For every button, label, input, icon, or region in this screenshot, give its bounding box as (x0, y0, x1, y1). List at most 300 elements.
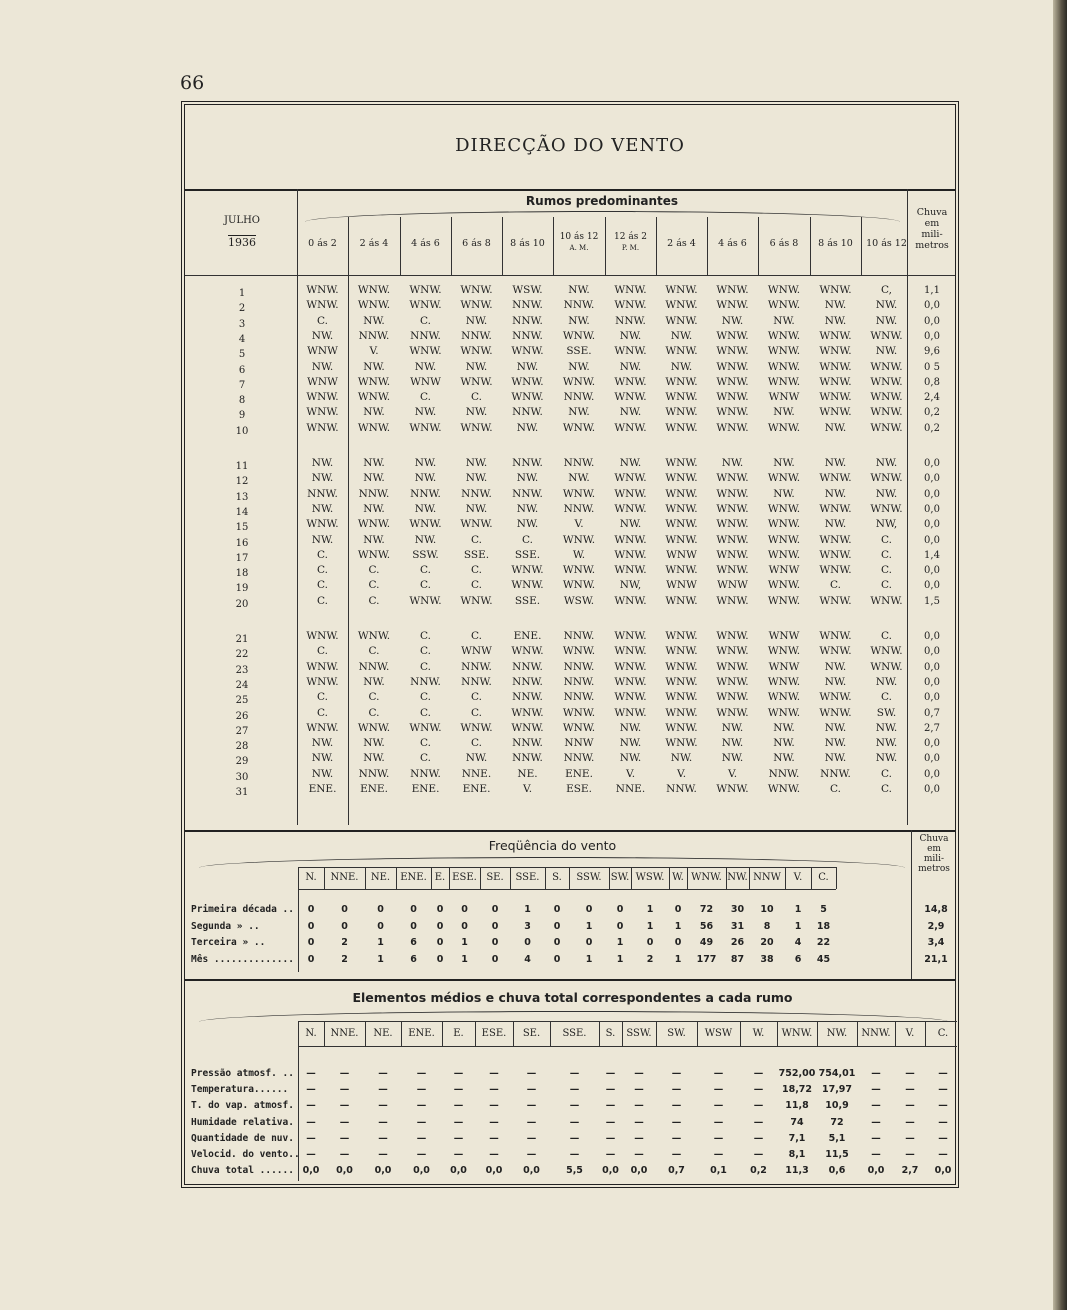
direction-cell: WNW. (716, 345, 749, 358)
direction-cell: NNW. (461, 675, 492, 688)
direction-cell: WNW. (511, 579, 544, 592)
direction-cell: NW. (721, 314, 744, 327)
direction-cell: NW. (414, 360, 437, 373)
elem-cell: — (671, 1116, 682, 1128)
direction-cell: NW. (670, 360, 693, 373)
elem-cell: — (306, 1068, 316, 1079)
elem-cell: — (871, 1116, 881, 1128)
direction-cell: WNW. (665, 645, 698, 658)
direction-cell: NNW. (768, 767, 800, 780)
direction-cell: WNW. (767, 548, 801, 561)
elem-header-top-rule (298, 1021, 957, 1022)
direction-cell: WNW. (767, 345, 801, 358)
direction-cell: NNW. (563, 457, 595, 469)
direction-cell: WNW. (409, 299, 442, 312)
direction-cell: C. (471, 579, 482, 592)
direction-cell: WNW. (614, 487, 647, 500)
rain-value: 0,0 (924, 631, 940, 642)
day-number: 29 (235, 756, 249, 768)
day-number: 24 (235, 679, 249, 691)
direction-cell: NW. (619, 360, 642, 373)
direction-cell: WNW. (665, 675, 698, 688)
direction-cell: C. (420, 706, 431, 719)
direction-cell: WNW. (870, 660, 903, 673)
direction-cell: NW. (875, 737, 898, 750)
direction-cell: NW. (721, 752, 744, 765)
direction-cell: NW. (568, 314, 590, 327)
freq-cell: 0 (377, 920, 384, 932)
direction-cell: NW. (311, 752, 334, 765)
direction-cell: NNW. (410, 487, 441, 500)
direction-cell: NW. (363, 472, 385, 485)
freq-column-header: WSW. (635, 872, 665, 883)
direction-cell: WNW. (767, 645, 801, 658)
direction-cell: NW. (465, 406, 488, 419)
freq-column-header: S. (552, 872, 562, 883)
freq-column-header: SSW. (576, 872, 602, 883)
freq-cell: 87 (730, 953, 745, 965)
direction-cell: C. (881, 630, 892, 642)
direction-cell: WNW. (665, 391, 698, 404)
freq-cell: 2 (646, 953, 654, 965)
direction-cell: WNW. (614, 660, 647, 673)
elem-cell: — (378, 1100, 388, 1112)
direction-cell: V. (727, 767, 738, 780)
direction-cell: WNW. (460, 721, 493, 734)
direction-cell: NNW. (563, 675, 595, 688)
direction-cell: NNW. (512, 314, 543, 327)
direction-cell: V. (522, 783, 533, 795)
direction-cell: C. (317, 691, 328, 704)
elem-cell: — (605, 1100, 616, 1112)
direction-cell: WNW. (665, 691, 698, 704)
direction-cell: ENE. (360, 783, 388, 795)
year-label: 1936 (228, 236, 256, 249)
direction-cell: NW. (516, 502, 539, 515)
direction-cell: WNW. (819, 706, 852, 719)
direction-cell: NNW. (358, 767, 390, 780)
direction-cell: WNW (666, 579, 697, 592)
day-number: 31 (235, 787, 249, 798)
day-number: 3 (238, 318, 246, 330)
direction-cell: WNW. (716, 645, 749, 658)
elem-cell: 0,7 (668, 1165, 685, 1177)
direction-cell: NNW. (461, 487, 492, 500)
direction-cell: WNW. (614, 533, 647, 546)
freq-cell: 6 (794, 953, 802, 965)
direction-cell: WNW. (614, 421, 647, 434)
elem-column-header: WNW. (781, 1028, 813, 1039)
direction-cell: NW. (311, 329, 334, 342)
direction-cell: NNW. (512, 299, 543, 312)
freq-cell: 0 (410, 904, 417, 915)
direction-cell: NNW. (512, 329, 543, 342)
freq-cell: 0 (436, 937, 444, 948)
day-number: 4 (238, 333, 246, 345)
elem-cell: — (526, 1116, 537, 1128)
page-number: 66 (180, 72, 205, 94)
direction-cell: WNW. (614, 502, 647, 515)
direction-cell: NNW. (563, 660, 595, 673)
direction-cell: V. (369, 345, 379, 358)
elem-cell: — (526, 1132, 537, 1144)
direction-cell: WNW. (819, 645, 852, 658)
direction-cell: WNW. (306, 406, 339, 419)
day-number: 23 (235, 664, 249, 676)
direction-cell: NW. (363, 360, 385, 373)
elem-cell: 754,01 (818, 1068, 856, 1079)
direction-cell: NNW. (563, 299, 595, 312)
direction-cell: SSE. (463, 548, 490, 561)
rumos-header: Rumos predominantes (525, 194, 679, 208)
direction-cell: WNW. (511, 375, 544, 388)
direction-cell: WNW (410, 375, 441, 388)
direction-cell: ENE. (565, 767, 593, 780)
direction-cell: WNW. (767, 284, 801, 296)
elem-row-label: Quantidade de nuv. (191, 1132, 294, 1144)
direction-cell: NNW. (461, 660, 492, 673)
direction-cell: NW. (363, 314, 385, 327)
direction-cell: NW. (824, 487, 847, 500)
elem-row-label: Pressão atmosf. .. (191, 1068, 294, 1079)
direction-cell: WNW. (819, 284, 852, 296)
direction-cell: WNW. (306, 518, 339, 531)
direction-cell: WNW. (665, 660, 698, 673)
elem-cell: — (871, 1100, 881, 1112)
direction-cell: NNW. (410, 329, 441, 342)
elem-cell: 11,3 (785, 1165, 809, 1177)
elem-cell: — (634, 1068, 644, 1079)
direction-cell: NW. (363, 533, 385, 546)
direction-cell: NW. (824, 314, 847, 327)
freq-cell: 3 (524, 920, 531, 932)
time-column-header: 2 ás 4 (667, 238, 696, 249)
direction-cell: NNW. (512, 691, 543, 704)
freq-column-header: NW. (727, 872, 748, 883)
elem-cell: — (569, 1132, 580, 1144)
rain-value: 0,0 (924, 692, 940, 704)
elem-cell: 72 (830, 1116, 844, 1128)
direction-cell: C. (317, 645, 328, 658)
freq-cell: 0 (436, 953, 444, 965)
freq-cell: 0 (307, 937, 315, 948)
elem-cell: — (871, 1084, 881, 1096)
freq-column-header: ENE. (400, 872, 427, 883)
freq-cell: 0 (307, 904, 315, 915)
frequency-title: Freqüência do vento (488, 838, 617, 853)
freq-cell: 0 (341, 904, 348, 915)
elem-cell: — (938, 1068, 948, 1079)
elem-column-header: C. (937, 1028, 949, 1039)
elem-cell: — (713, 1132, 724, 1144)
direction-cell: ENE. (411, 783, 440, 795)
elem-cell: — (526, 1149, 537, 1160)
direction-cell: WNW. (409, 594, 442, 607)
elem-cell: 752,00 (778, 1068, 816, 1079)
direction-cell: V. (676, 767, 687, 780)
direction-cell: WNW. (614, 391, 647, 404)
direction-cell: SSW. (412, 548, 439, 561)
rain-value: 0,0 (924, 784, 940, 795)
direction-cell: NW. (311, 472, 334, 485)
direction-cell: WSW. (563, 594, 595, 607)
elem-cell: — (416, 1132, 427, 1144)
direction-cell: WNW. (665, 299, 698, 312)
elem-cell: — (339, 1100, 350, 1112)
elem-cell: 11,8 (785, 1100, 809, 1112)
direction-cell: NNW. (512, 406, 543, 419)
elem-cell: — (871, 1132, 881, 1144)
direction-cell: WNW. (767, 360, 801, 373)
direction-cell: WNW. (665, 421, 698, 434)
direction-cell: WNW. (767, 502, 801, 515)
direction-cell: C. (317, 579, 328, 592)
day-number: 15 (235, 522, 249, 534)
direction-cell: WNW. (819, 548, 852, 561)
direction-cell: C. (368, 564, 380, 577)
freq-cell: 2 (341, 937, 348, 948)
direction-cell: ENE. (462, 783, 491, 795)
elem-cell: — (905, 1116, 915, 1128)
freq-column-header: N. (305, 872, 317, 883)
elem-cell: — (378, 1132, 388, 1144)
elem-cell: — (634, 1149, 644, 1160)
direction-cell: C, (881, 284, 892, 296)
direction-cell: NW. (363, 502, 385, 515)
freq-cell: 0 (585, 904, 593, 915)
direction-cell: WNW. (357, 375, 391, 388)
rain-value: 1,1 (924, 285, 940, 296)
direction-cell: NNW. (512, 457, 543, 469)
direction-cell: NW. (465, 360, 488, 373)
freq-cell: 0 (307, 920, 315, 932)
direction-cell: WNW. (306, 299, 339, 312)
direction-cell: NW. (721, 721, 744, 734)
rain-value: 9,6 (924, 346, 940, 358)
day-number: 7 (238, 379, 246, 391)
direction-cell: WNW. (306, 284, 339, 296)
rain-value: 0,0 (924, 300, 940, 312)
direction-cell: WNW. (716, 548, 749, 561)
direction-cell: NW. (363, 406, 385, 419)
freq-column-header: E. (434, 872, 446, 883)
direction-cell: WNW. (665, 533, 698, 546)
header-bottom-rule (185, 275, 955, 276)
freq-cell: 2 (341, 953, 348, 965)
elem-cell: — (713, 1116, 724, 1128)
direction-cell: WNW. (870, 472, 903, 485)
elem-row-label: Chuva total ...... (191, 1165, 294, 1177)
direction-cell: WNW. (460, 299, 493, 312)
elem-column-header: SSW. (626, 1028, 652, 1039)
freq-cell: 10 (760, 904, 774, 915)
elem-row-label: Velocid. do vento.. (191, 1149, 300, 1160)
elem-cell: 0,2 (750, 1165, 767, 1177)
elem-cell: — (713, 1068, 724, 1079)
elem-cell: 0,6 (828, 1165, 846, 1177)
elem-cell: — (938, 1100, 948, 1112)
freq-cell: 72 (699, 904, 714, 915)
elem-cell: — (306, 1084, 316, 1096)
direction-cell: NNW. (563, 691, 595, 704)
day-number: 10 (235, 425, 249, 437)
direction-cell: WNW. (357, 548, 391, 561)
direction-cell: WNW. (767, 579, 801, 592)
freq-cell: 1 (524, 904, 531, 915)
direction-cell: NNW. (512, 660, 543, 673)
direction-cell: WNW. (716, 487, 749, 500)
direction-cell: NNW. (358, 487, 390, 500)
direction-cell: WNW. (665, 706, 698, 719)
direction-cell: WNW. (511, 706, 544, 719)
rain-value: 0,0 (924, 738, 940, 750)
direction-cell: C. (881, 533, 892, 546)
direction-cell: V. (625, 767, 636, 780)
freq-cell: 0 (491, 920, 499, 932)
direction-cell: NW. (875, 487, 898, 500)
day-number: 8 (238, 395, 246, 407)
direction-cell: NW. (875, 752, 898, 765)
direction-cell: WNW. (562, 329, 596, 342)
direction-cell: NNE. (461, 767, 492, 780)
rain-value: 0,0 (924, 753, 940, 765)
direction-cell: WNW. (870, 645, 903, 658)
freq-row-label: Terceira » .. (191, 937, 266, 948)
direction-cell: WNW. (665, 345, 698, 358)
elem-column-header: SW. (667, 1028, 686, 1039)
direction-cell: WNW. (716, 706, 749, 719)
freq-cell: 0 (674, 904, 682, 915)
time-column-header: 8 ás 10 (510, 238, 545, 249)
direction-cell: WNW. (819, 345, 852, 358)
direction-cell: WNW. (409, 721, 442, 734)
direction-cell: WNW. (665, 518, 698, 531)
elem-cell: — (634, 1084, 644, 1096)
direction-cell: WNW. (819, 329, 852, 342)
elem-row-label: T. do vap. atmosf. (191, 1100, 294, 1112)
freq-column-header: NE. (370, 872, 391, 883)
direction-cell: WNW. (819, 472, 852, 485)
rain-value: 0,0 (924, 676, 940, 688)
day-number: 5 (238, 349, 246, 361)
rain-value: 0,0 (924, 458, 940, 469)
elem-cell: — (453, 1068, 464, 1079)
direction-cell: NW. (773, 737, 795, 750)
freq-cell: 1 (646, 920, 654, 932)
elem-header-bottom-rule (298, 1046, 957, 1047)
elem-cell: — (526, 1100, 537, 1112)
direction-cell: WNW. (819, 360, 852, 373)
rain-value: 0,8 (924, 376, 940, 388)
day-number: 27 (235, 725, 249, 737)
rain-value: 0,7 (924, 707, 940, 719)
direction-cell: WNW. (409, 284, 442, 296)
direction-cell: WNW. (767, 299, 801, 312)
direction-cell: NW. (568, 472, 590, 485)
day-number: 30 (235, 771, 249, 783)
direction-cell: WNW. (562, 487, 596, 500)
elem-cell: — (416, 1116, 427, 1128)
freq-rain-value: 21,1 (924, 953, 948, 965)
direction-cell: WNW. (767, 518, 801, 531)
freq-cell: 0 (491, 937, 499, 948)
freq-cell: 1 (585, 920, 593, 932)
freq-rain-header-line4: metros (918, 864, 950, 874)
elem-cell: — (489, 1116, 499, 1128)
direction-cell: C. (420, 391, 431, 404)
freq-row-label: Segunda » .. (191, 920, 260, 932)
freq-cell: 49 (699, 937, 714, 948)
direction-cell: WNW. (716, 299, 749, 312)
direction-cell: WNW. (716, 360, 749, 373)
direction-cell: WNW. (665, 721, 698, 734)
direction-cell: C. (471, 737, 482, 750)
elem-cell: — (306, 1100, 316, 1112)
time-column-header: 10 ás 12 (866, 238, 907, 249)
direction-cell: NW. (619, 518, 642, 531)
direction-cell: WNW. (767, 533, 801, 546)
direction-cell: WNW. (562, 564, 596, 577)
direction-cell: WNW. (614, 284, 647, 296)
direction-cell: NNW. (512, 752, 543, 765)
freq-cell: 0 (341, 920, 348, 932)
rain-value: 0,0 (924, 565, 940, 577)
elem-column-header: SE. (522, 1028, 541, 1039)
direction-cell: WNW. (665, 594, 698, 607)
direction-cell: C. (317, 564, 328, 577)
direction-cell: WNW. (460, 375, 493, 388)
direction-cell: ESE. (566, 783, 592, 795)
elem-cell: — (713, 1100, 724, 1112)
elem-cell: — (339, 1149, 350, 1160)
direction-cell: NNW. (410, 675, 441, 688)
freq-cell: 0 (553, 904, 561, 915)
direction-cell: WNW. (716, 502, 749, 515)
direction-cell: WNW. (306, 630, 339, 642)
direction-cell: C. (368, 594, 380, 607)
freq-row-label: Primeira década .. (191, 904, 294, 915)
freq-cell: 0 (585, 937, 593, 948)
direction-cell: WNW. (819, 391, 852, 404)
direction-cell: NNW. (666, 783, 697, 795)
direction-cell: NNW. (820, 767, 851, 780)
day-number: 28 (235, 741, 249, 753)
direction-cell: NW. (414, 457, 437, 469)
direction-cell: C. (368, 706, 380, 719)
direction-cell: NNW. (563, 391, 595, 404)
day-number: 20 (235, 598, 249, 610)
elem-column-header: NNE. (330, 1028, 359, 1039)
direction-cell: WNW. (614, 299, 647, 312)
time-column-header: 6 ás 8 (769, 238, 799, 249)
direction-cell: ENE. (308, 783, 337, 795)
elem-column-header: WSW (704, 1028, 733, 1039)
elem-cell: — (569, 1084, 580, 1096)
direction-cell: WNW. (716, 783, 749, 795)
direction-cell: WNW. (614, 548, 647, 561)
day-number: 22 (235, 649, 249, 661)
elem-column-header: NNW. (861, 1028, 891, 1039)
elem-cell: — (453, 1116, 464, 1128)
direction-cell: NNW. (615, 314, 646, 327)
direction-cell: NW. (824, 737, 847, 750)
elem-cell: — (339, 1132, 350, 1144)
elem-cell: — (713, 1084, 724, 1096)
direction-cell: WNW. (870, 406, 903, 419)
freq-rain-value: 3,4 (927, 937, 945, 948)
direction-cell: WNW. (511, 345, 544, 358)
elem-cell: 0,0 (374, 1165, 392, 1177)
